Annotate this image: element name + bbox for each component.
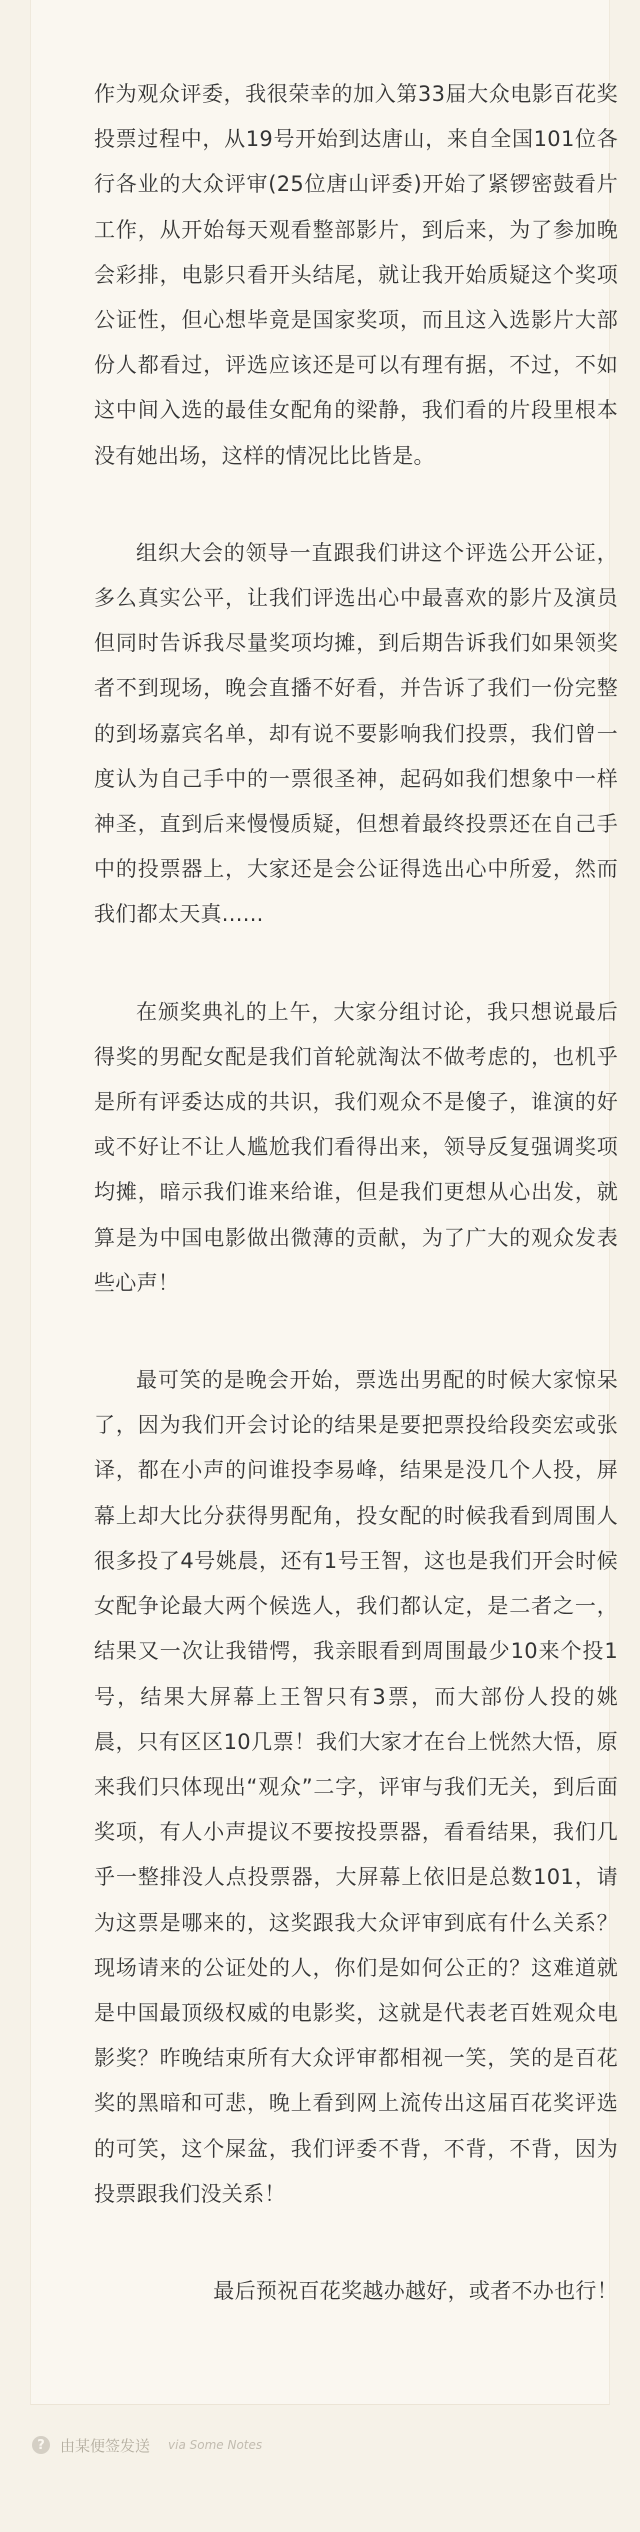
note-page — [30, 0, 618, 2405]
footer-via-label-en[interactable]: via Some Notes — [168, 2438, 263, 2452]
paragraph-5: 最后预祝百花奖越办越好，或者不办也行！ — [213, 2278, 618, 2303]
paragraph-4: 最可笑的是晚会开始，票选出男配的时候大家惊呆了，因为我们开会讨论的结果是要把票投给段奕宏或张译，都在小声的问谁投李易峰，结果是没几个人投，屏幕上却大比分获得男配角，投女配的时候我看到周围人很多投了4号姚晨，还有1号王智，这也是我们开会时候女配争论最大两个候选人，我们都认定，是二者之一，结果又一次让我错愕，我亲眼看到周围最少10来个投1号，结果大屏幕上王智只有3票，而大部份人投的姚晨，只有区区10几票！我们大家才在台上恍然大悟，原来我们只体现出“观众”二字，评审与我们无关，到后面奖项，有人小声提议不要按投票器，看看结果，我们几乎一整排没人点投票器，大屏幕上依旧是总数101，请为这票是哪来的，这奖跟我大众评审到底有什么关系？现场请来的公证处的人，你们是如何公正的？这难道就是中国最顶级权威的电影奖，这就是代表老百姓观众电影奖？昨晚结束所有大众评审都相视一笑，笑的是百花奖的黑暗和可悲，晚上看到网上流传出这届百花奖评选的可笑，这个屎盆，我们评委不背，不背，不背，因为投票跟我们没关系！ — [94, 1368, 618, 2206]
paragraph-3: 在颁奖典礼的上午，大家分组讨论，我只想说最后得奖的男配女配是我们首轮就淘汰不做考虑的，也机乎是所有评委达成的共识，我们观众不是傻子，谁演的好或不好让不让人尴尬我们看得出来，领导反复强调奖项均摊，暗示我们谁来给谁，但是我们更想从心出发，就算是为中国电影做出微薄的贡献，为了广大的观众发表些心声！ — [94, 999, 618, 1295]
paragraph-1: 作为观众评委，我很荣幸的加入第33届大众电影百花奖投票过程中，从19号开始到达唐山，来自全国101位各行各业的大众评审(25位唐山评委)开始了紧锣密鼓看片工作，从开始每天观看整部影片，到后来，为了参加晚会彩排，电影只看开头结尾，就让我开始质疑这个奖项公证性，但心想毕竟是国家奖项，而且这入选影片大部份人都看过，评选应该还是可以有理有据，不过，不如这中间入选的最佳女配角的梁静，我们看的片段里根本没有她出场，这样的情况比比皆是。 — [94, 82, 618, 468]
paragraph-2: 组织大会的领导一直跟我们讲这个评选公开公证，多么真实公平，让我们评选出心中最喜欢的影片及演员但同时告诉我尽量奖项均摊，到后期告诉我们如果领奖者不到现场，晚会直播不好看，并告诉了我们一份完整的到场嘉宾名单，却有说不要影响我们投票，我们曾一度认为自己手中的一票很圣神，起码如我们想象中一样神圣，直到后来慢慢质疑，但想着最终投票还在自己手中的投票器上，大家还是会公证得选出心中所爱，然而我们都太天真...... — [94, 540, 618, 927]
question-icon: ? — [32, 2436, 50, 2454]
app-footer — [32, 2432, 262, 2458]
footer-via-label[interactable]: 由某便签发送 — [60, 2436, 151, 2455]
note-content — [94, 72, 618, 2314]
